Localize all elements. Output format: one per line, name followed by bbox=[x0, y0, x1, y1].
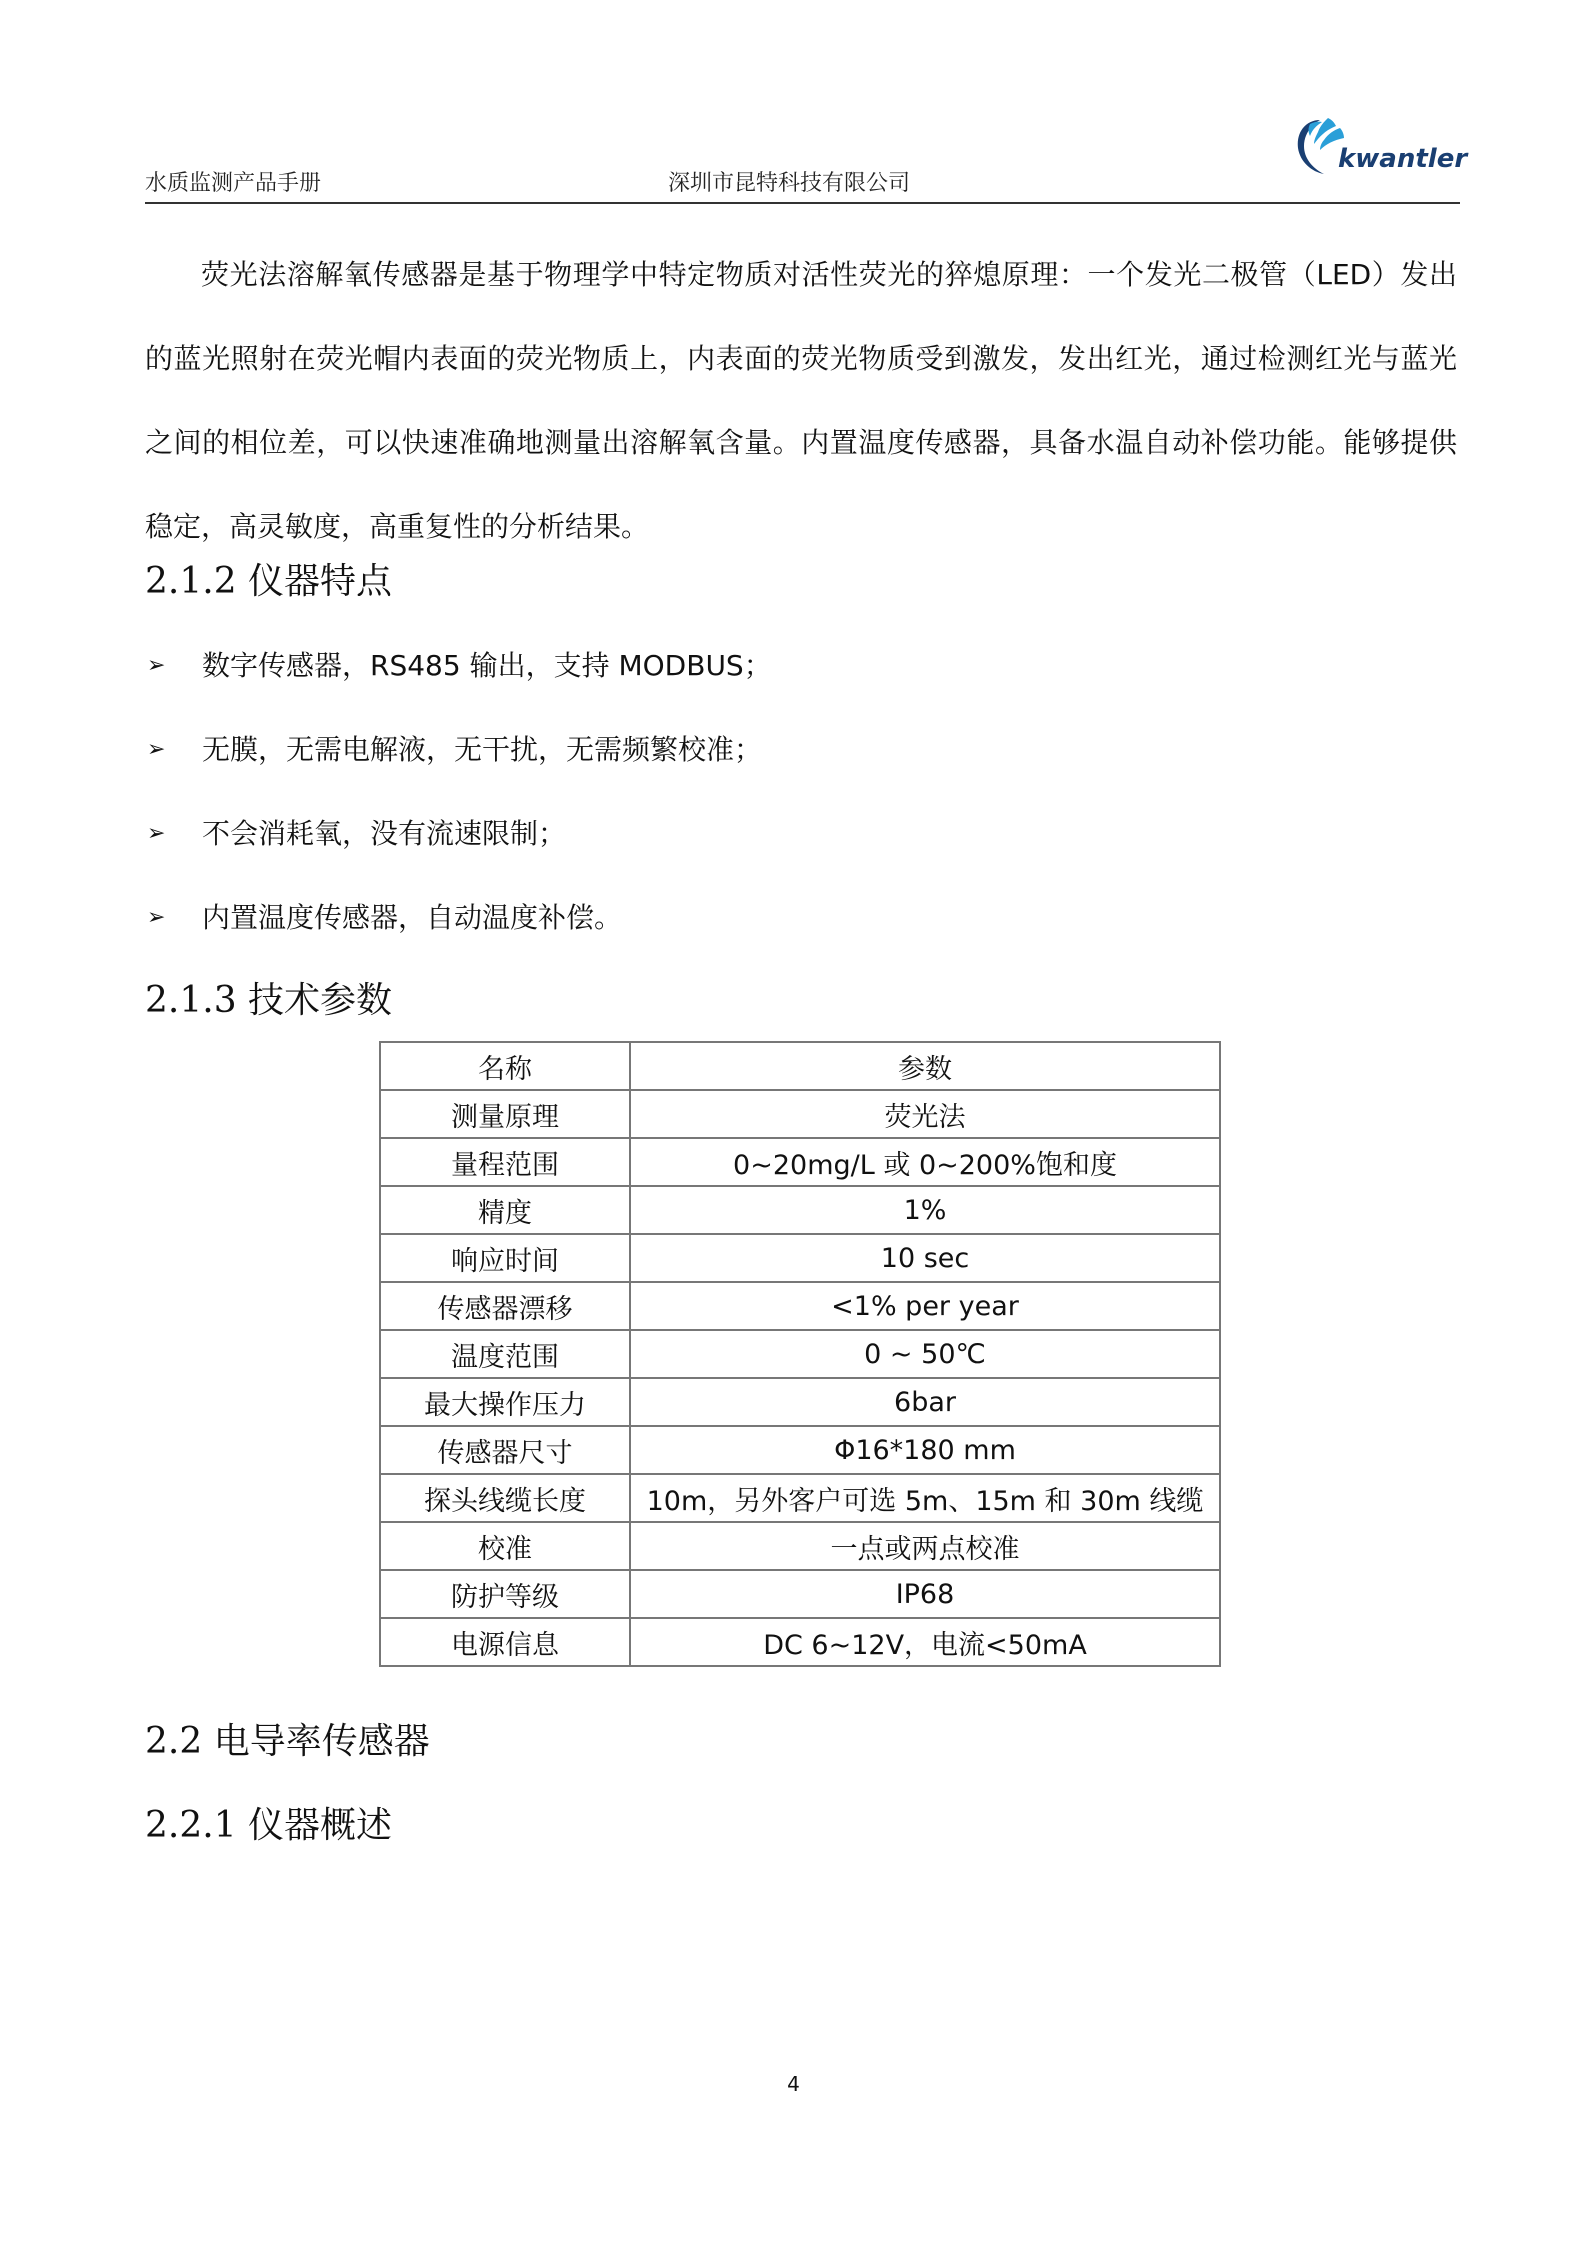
param-name-cell: 测量原理 bbox=[380, 1090, 630, 1138]
param-name-cell: 传感器漂移 bbox=[380, 1282, 630, 1330]
list-item bbox=[145, 806, 772, 890]
table-row bbox=[380, 1522, 1220, 1570]
header-company-name: 深圳市昆特科技有限公司 bbox=[668, 171, 911, 196]
arrow-bullet-icon: ➢ bbox=[147, 653, 166, 678]
param-name-cell: 传感器尺寸 bbox=[380, 1426, 630, 1474]
param-name-cell: 探头线缆长度 bbox=[380, 1474, 630, 1522]
param-value-cell: 1% bbox=[630, 1186, 1220, 1234]
param-name-cell: 电源信息 bbox=[380, 1618, 630, 1666]
param-value-cell: 10m，另外客户可选 5m、15m 和 30m 线缆 bbox=[630, 1474, 1220, 1522]
kwantler-logo bbox=[1290, 114, 1468, 184]
table-row bbox=[380, 1138, 1220, 1186]
table-row bbox=[380, 1186, 1220, 1234]
feature-text: 数字传感器，RS485 输出，支持 MODBUS； bbox=[202, 649, 772, 682]
heading-overview: 2.2.1 仪器概述 bbox=[145, 1805, 393, 1846]
param-name-cell: 量程范围 bbox=[380, 1138, 630, 1186]
list-item bbox=[145, 722, 772, 806]
param-value-cell: <1% per year bbox=[630, 1282, 1220, 1330]
param-value-cell: DC 6~12V，电流<50mA bbox=[630, 1618, 1220, 1666]
table-header-cell: 参数 bbox=[630, 1042, 1220, 1090]
param-value-cell: Φ16*180 mm bbox=[630, 1426, 1220, 1474]
page-header bbox=[145, 110, 1468, 204]
table-row bbox=[380, 1618, 1220, 1666]
param-value-cell: 0 ~ 50℃ bbox=[630, 1330, 1220, 1378]
heading-tech-params: 2.1.3 技术参数 bbox=[145, 980, 393, 1021]
param-name-cell: 响应时间 bbox=[380, 1234, 630, 1282]
param-name-cell: 防护等级 bbox=[380, 1570, 630, 1618]
param-name-cell: 精度 bbox=[380, 1186, 630, 1234]
param-value-cell: 荧光法 bbox=[630, 1090, 1220, 1138]
param-value-cell: 6bar bbox=[630, 1378, 1220, 1426]
list-item bbox=[145, 638, 772, 722]
heading-features: 2.1.2 仪器特点 bbox=[145, 561, 393, 602]
feature-text: 不会消耗氧，没有流速限制； bbox=[202, 817, 567, 850]
feature-text: 无膜，无需电解液，无干扰，无需频繁校准； bbox=[202, 733, 763, 766]
table-header-cell: 名称 bbox=[380, 1042, 630, 1090]
param-value-cell: 10 sec bbox=[630, 1234, 1220, 1282]
arrow-bullet-icon: ➢ bbox=[147, 905, 166, 930]
param-value-cell: 一点或两点校准 bbox=[630, 1522, 1220, 1570]
table-header-row bbox=[380, 1042, 1220, 1090]
features-list bbox=[145, 638, 772, 974]
table-row bbox=[380, 1474, 1220, 1522]
arrow-bullet-icon: ➢ bbox=[147, 737, 166, 762]
table-row bbox=[380, 1234, 1220, 1282]
intro-paragraph: 荧光法溶解氧传感器是基于物理学中特定物质对活性荧光的猝熄原理：一个发光二极管（LED）发出的蓝光照射在荧光帽内表面的荧光物质上，内表面的荧光物质受到激发，发出红光，通过检测红光与蓝光之间的相位差，可以快速准确地测量出溶解氧含量。内置温度传感器，具备水温自动补偿功能。能够提供稳定，高灵敏度，高重复性的分析结果。 bbox=[145, 258, 1457, 543]
param-name-cell: 温度范围 bbox=[380, 1330, 630, 1378]
param-name-cell: 校准 bbox=[380, 1522, 630, 1570]
feature-text: 内置温度传感器，自动温度补偿。 bbox=[202, 901, 623, 934]
table-row bbox=[380, 1426, 1220, 1474]
table-row bbox=[380, 1330, 1220, 1378]
list-item bbox=[145, 890, 772, 974]
arrow-bullet-icon: ➢ bbox=[147, 821, 166, 846]
table-row bbox=[380, 1378, 1220, 1426]
page-number: 4 bbox=[787, 2072, 800, 2096]
table-row bbox=[380, 1570, 1220, 1618]
tech-params-table bbox=[379, 1041, 1221, 1667]
param-value-cell: IP68 bbox=[630, 1570, 1220, 1618]
table-row bbox=[380, 1090, 1220, 1138]
param-value-cell: 0~20mg/L 或 0~200%饱和度 bbox=[630, 1138, 1220, 1186]
logo-wordmark: kwantler bbox=[1338, 144, 1468, 174]
table-row bbox=[380, 1282, 1220, 1330]
param-name-cell: 最大操作压力 bbox=[380, 1378, 630, 1426]
header-manual-title: 水质监测产品手册 bbox=[145, 171, 322, 196]
heading-conductivity-sensor: 2.2 电导率传感器 bbox=[145, 1721, 430, 1762]
